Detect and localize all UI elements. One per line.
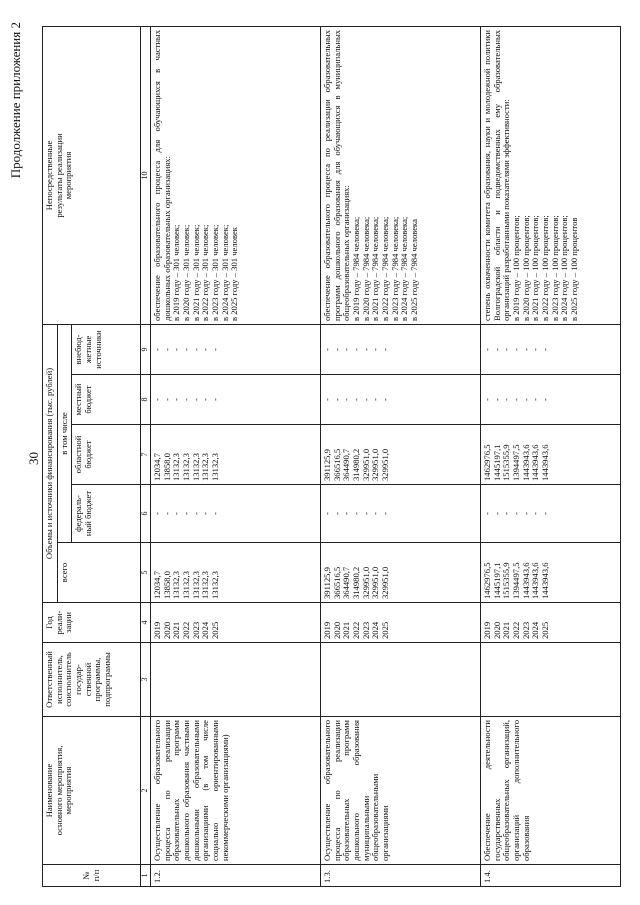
row-num: 1.3. <box>321 865 481 887</box>
page-number: 30 <box>26 452 41 465</box>
row-results: степень охваченности комитета образования, науки и молодежной политики Волгоградской области и подведомственных ему образовательных организаций разработанными показателями эффективности: в 2019 году – 100 процентов; в 2020 году – 100 процентов; в 2021 году – 100 процентов; в 2022 году – 100 процентов; в 2023 году – 100 процентов; в 2024 году – 100 процентов; в 2025 году – 100 процентов <box>481 26 621 324</box>
col-header-federal: федераль- ный бюджет <box>72 485 141 543</box>
row-years: 2019 2020 2021 2022 2023 2024 2025 <box>481 603 621 643</box>
row-executor <box>481 643 621 717</box>
col-header-executor: Ответственный исполнитель, соисполнитель государ- ственной программы, подпрограммы <box>43 643 141 717</box>
row-local: - - - - - - - <box>151 375 321 425</box>
column-number: 6 <box>141 485 151 543</box>
financing-table <box>42 26 621 887</box>
column-number: 4 <box>141 603 151 643</box>
col-header-regional: областной бюджет <box>72 425 141 485</box>
column-number: 10 <box>141 26 151 324</box>
row-extra: - - - - - - - <box>151 324 321 374</box>
row-results: обеспечение образовательного процесса по реализации образовательных программ дошкольного образования для обучающихся в муниципальных общеобразовательных организациях: в 2019 году – 7984 человека; в 2020 году – 7984 человека; в 2021 году – 7984 человека; в 2022 году – 7984 человека; в 2023 году – 7984 человека; в 2024 году – 7984 человека; в 2025 году – 7984 человека <box>321 26 481 324</box>
row-total: 391125,9 366516,5 364490,7 314980,2 329951,0 329951,0 329951,0 <box>321 543 481 603</box>
row-local: - - - - - - - <box>481 375 621 425</box>
row-regional: 12034,7 13858,0 13132,3 13132,3 13132,3 13132,3 13132,3 <box>151 425 321 485</box>
row-regional: 391125,9 366516,5 364490,7 314980,2 329951,0 329951,0 329951,0 <box>321 425 481 485</box>
row-extra: - - - - - - - <box>321 324 481 374</box>
header-row-1 <box>43 26 58 886</box>
row-name: Обеспечение деятельности государственных общеобразовательных организаций, организаций дополнительного образования <box>481 717 621 865</box>
column-number: 9 <box>141 324 151 374</box>
col-header-extra: внебюд- жетные источники <box>72 324 141 374</box>
column-number: 2 <box>141 717 151 865</box>
row-total: 12034,7 13858,0 13132,3 13132,3 13132,3 13132,3 13132,3 <box>151 543 321 603</box>
row-federal: - - - - - - - <box>151 485 321 543</box>
col-header-volumes: Объемы и источники финансирования (тыс. рублей) <box>43 324 58 602</box>
row-federal: - - - - - - - <box>321 485 481 543</box>
row-executor <box>321 643 481 717</box>
row-total: 1462976,5 1445197,1 1515355,9 1394497,5 1443943,6 1443943,6 1443943,6 <box>481 543 621 603</box>
row-num: 1.4. <box>481 865 621 887</box>
col-header-year: Год реали- зации <box>43 603 141 643</box>
row-num: 1.2. <box>151 865 321 887</box>
row-local: - - - - - - - <box>321 375 481 425</box>
table-row <box>321 26 481 886</box>
col-header-name: Наименование основного мероприятия, мероприятия <box>43 717 141 865</box>
row-extra: - - - - - - - <box>481 324 621 374</box>
table-row <box>481 26 621 886</box>
col-header-results: Непосредственные результаты реализации мероприятия <box>43 26 141 324</box>
row-executor <box>151 643 321 717</box>
column-number: 3 <box>141 643 151 717</box>
row-years: 2019 2020 2021 2022 2023 2024 2025 <box>321 603 481 643</box>
col-header-local: местный бюджет <box>72 375 141 425</box>
col-header-total: всего <box>57 543 141 603</box>
column-number: 7 <box>141 425 151 485</box>
column-number: 8 <box>141 375 151 425</box>
row-results: обеспечение образовательного процесса для обучающихся в частных дошкольных образовательных организациях: в 2019 году – 301 человек; в 2020 году – 301 человек; в 2021 году – 301 человек; в 2022 году – 301 человек; в 2023 году – 301 человек; в 2024 году – 301 человек; в 2025 году – 301 человек <box>151 26 321 324</box>
row-years: 2019 2020 2021 2022 2023 2024 2025 <box>151 603 321 643</box>
col-header-incl: в том числе <box>57 324 72 542</box>
table-row <box>151 26 321 886</box>
row-federal: - - - - - - - <box>481 485 621 543</box>
col-header-num: № п/п <box>43 865 141 887</box>
column-number-row <box>141 26 151 886</box>
appendix-title: Продолжение приложения 2 <box>8 22 23 179</box>
column-number: 1 <box>141 865 151 887</box>
column-number: 5 <box>141 543 151 603</box>
row-name: Осуществление образовательного процесса по реализации образовательных программ дошкольного образования муниципальными общеобразовательными организациями <box>321 717 481 865</box>
row-regional: 1462976,5 1445197,1 1515355,9 1394497,5 1443943,6 1443943,6 1443943,6 <box>481 425 621 485</box>
row-name: Осуществление образовательного процесса по реализации образовательных программ дошкольного образования частными дошкольными образовательными организациями (в том числе социально ориентированными некоммерческими организациями) <box>151 717 321 865</box>
